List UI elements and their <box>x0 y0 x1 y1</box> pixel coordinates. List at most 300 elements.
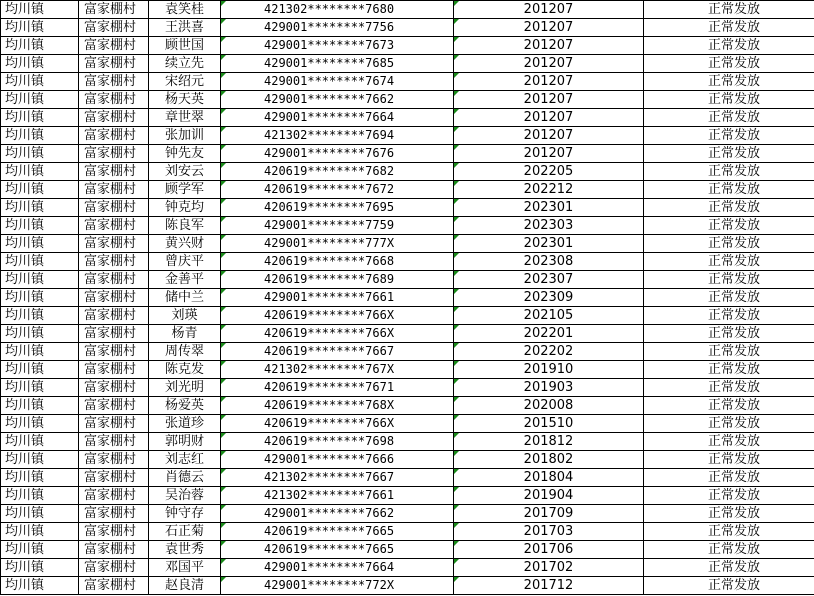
village-cell[interactable] <box>79 397 149 415</box>
town-cell[interactable] <box>1 541 79 559</box>
village-cell[interactable] <box>79 541 149 559</box>
village-value: 富家棚村 <box>84 128 137 143</box>
status-value: 正常发放 <box>707 182 760 197</box>
status-cell[interactable] <box>644 541 814 559</box>
id-number-cell[interactable] <box>221 415 454 433</box>
name-cell[interactable] <box>149 163 221 181</box>
status-cell[interactable] <box>644 379 814 397</box>
name-cell[interactable] <box>149 487 221 505</box>
id-number-cell[interactable] <box>221 343 454 361</box>
name-value: 续立先 <box>164 56 204 71</box>
village-cell[interactable] <box>79 559 149 577</box>
town-cell[interactable] <box>1 289 79 307</box>
village-value: 富家棚村 <box>84 200 137 215</box>
start-month-value: 201207 <box>523 92 574 107</box>
number-as-text-indicator-icon <box>221 37 226 42</box>
village-cell[interactable] <box>79 1 149 19</box>
number-as-text-indicator-icon <box>221 109 226 114</box>
id-number-cell[interactable] <box>221 487 454 505</box>
id-number-cell[interactable] <box>221 109 454 127</box>
village-value: 富家棚村 <box>84 74 137 89</box>
town-cell[interactable] <box>1 163 79 181</box>
id-number-cell[interactable] <box>221 361 454 379</box>
status-cell[interactable] <box>644 415 814 433</box>
name-cell[interactable] <box>149 73 221 91</box>
number-as-text-indicator-icon <box>221 559 226 564</box>
name-cell[interactable] <box>149 127 221 145</box>
table-row <box>1 181 814 199</box>
start-month-cell[interactable] <box>454 289 644 307</box>
start-month-value: 202301 <box>523 236 574 251</box>
start-month-cell[interactable] <box>454 541 644 559</box>
number-as-text-indicator-icon <box>454 235 459 240</box>
start-month-value: 202308 <box>523 254 574 269</box>
name-value: 储中兰 <box>164 290 204 305</box>
town-cell[interactable] <box>1 199 79 217</box>
number-as-text-indicator-icon <box>454 415 459 420</box>
village-cell[interactable] <box>79 91 149 109</box>
start-month-cell[interactable] <box>454 433 644 451</box>
number-as-text-indicator-icon <box>221 1 226 6</box>
village-value: 富家棚村 <box>84 380 137 395</box>
id-number-cell[interactable] <box>221 559 454 577</box>
name-value: 杨天英 <box>164 92 204 107</box>
town-cell[interactable] <box>1 127 79 145</box>
status-value: 正常发放 <box>707 218 760 233</box>
status-cell[interactable] <box>644 127 814 145</box>
number-as-text-indicator-icon <box>221 253 226 258</box>
village-cell[interactable] <box>79 325 149 343</box>
status-cell[interactable] <box>644 181 814 199</box>
name-cell[interactable] <box>149 109 221 127</box>
status-cell[interactable] <box>644 469 814 487</box>
village-cell[interactable] <box>79 415 149 433</box>
number-as-text-indicator-icon <box>221 577 226 582</box>
start-month-cell[interactable] <box>454 235 644 253</box>
village-cell[interactable] <box>79 271 149 289</box>
status-cell[interactable] <box>644 559 814 577</box>
id-number-cell[interactable] <box>221 451 454 469</box>
town-cell[interactable] <box>1 73 79 91</box>
village-cell[interactable] <box>79 127 149 145</box>
status-value: 正常发放 <box>707 38 760 53</box>
id-number-value: 429001********7756 <box>264 20 395 34</box>
start-month-value: 201910 <box>523 362 574 377</box>
start-month-cell[interactable] <box>454 127 644 145</box>
town-value: 均川镇 <box>5 56 45 71</box>
name-value: 肖德云 <box>164 470 204 485</box>
number-as-text-indicator-icon <box>221 289 226 294</box>
table-row <box>1 487 814 505</box>
id-number-cell[interactable] <box>221 469 454 487</box>
name-cell[interactable] <box>149 55 221 73</box>
status-cell[interactable] <box>644 91 814 109</box>
id-number-value: 429001********7664 <box>264 110 395 124</box>
id-number-value: 420619********766X <box>264 308 395 322</box>
table-row <box>1 19 814 37</box>
start-month-cell[interactable] <box>454 55 644 73</box>
town-cell[interactable] <box>1 361 79 379</box>
table-row <box>1 253 814 271</box>
village-cell[interactable] <box>79 163 149 181</box>
name-value: 张道珍 <box>164 416 204 431</box>
village-cell[interactable] <box>79 289 149 307</box>
name-value: 杨青 <box>171 326 198 341</box>
town-cell[interactable] <box>1 235 79 253</box>
town-cell[interactable] <box>1 505 79 523</box>
name-cell[interactable] <box>149 451 221 469</box>
name-cell[interactable] <box>149 145 221 163</box>
village-value: 富家棚村 <box>84 434 137 449</box>
status-cell[interactable] <box>644 163 814 181</box>
status-value: 正常发放 <box>707 236 760 251</box>
table-row <box>1 559 814 577</box>
town-value: 均川镇 <box>5 164 45 179</box>
start-month-cell[interactable] <box>454 325 644 343</box>
town-value: 均川镇 <box>5 146 45 161</box>
id-number-value: 429001********772X <box>264 578 395 592</box>
town-cell[interactable] <box>1 559 79 577</box>
village-value: 富家棚村 <box>84 362 137 377</box>
status-cell[interactable] <box>644 73 814 91</box>
village-cell[interactable] <box>79 523 149 541</box>
id-number-cell[interactable] <box>221 19 454 37</box>
town-cell[interactable] <box>1 1 79 19</box>
start-month-cell[interactable] <box>454 19 644 37</box>
name-cell[interactable] <box>149 433 221 451</box>
village-value: 富家棚村 <box>84 542 137 557</box>
status-value: 正常发放 <box>707 326 760 341</box>
town-value: 均川镇 <box>5 542 45 557</box>
status-cell[interactable] <box>644 19 814 37</box>
table-row <box>1 451 814 469</box>
start-month-cell[interactable] <box>454 415 644 433</box>
status-value: 正常发放 <box>707 272 760 287</box>
name-value: 刘光明 <box>164 380 204 395</box>
status-cell[interactable] <box>644 451 814 469</box>
number-as-text-indicator-icon <box>454 181 459 186</box>
name-cell[interactable] <box>149 505 221 523</box>
name-cell[interactable] <box>149 541 221 559</box>
id-number-value: 420619********7695 <box>264 200 395 214</box>
name-cell[interactable] <box>149 325 221 343</box>
id-number-value: 420619********7689 <box>264 272 395 286</box>
number-as-text-indicator-icon <box>454 451 459 456</box>
status-value: 正常发放 <box>707 128 760 143</box>
village-cell[interactable] <box>79 433 149 451</box>
village-cell[interactable] <box>79 55 149 73</box>
id-number-cell[interactable] <box>221 127 454 145</box>
name-cell[interactable] <box>149 235 221 253</box>
town-cell[interactable] <box>1 19 79 37</box>
id-number-cell[interactable] <box>221 199 454 217</box>
start-month-cell[interactable] <box>454 469 644 487</box>
town-cell[interactable] <box>1 487 79 505</box>
village-cell[interactable] <box>79 235 149 253</box>
status-cell[interactable] <box>644 505 814 523</box>
name-cell[interactable] <box>149 361 221 379</box>
start-month-cell[interactable] <box>454 181 644 199</box>
start-month-cell[interactable] <box>454 145 644 163</box>
status-cell[interactable] <box>644 1 814 19</box>
start-month-cell[interactable] <box>454 487 644 505</box>
name-cell[interactable] <box>149 397 221 415</box>
start-month-cell[interactable] <box>454 271 644 289</box>
id-number-cell[interactable] <box>221 1 454 19</box>
name-value: 杨爱英 <box>164 398 204 413</box>
number-as-text-indicator-icon <box>221 217 226 222</box>
town-cell[interactable] <box>1 217 79 235</box>
village-cell[interactable] <box>79 109 149 127</box>
town-cell[interactable] <box>1 91 79 109</box>
village-cell[interactable] <box>79 451 149 469</box>
id-number-cell[interactable] <box>221 91 454 109</box>
name-cell[interactable] <box>149 469 221 487</box>
status-cell[interactable] <box>644 37 814 55</box>
id-number-value: 420619********7665 <box>264 542 395 556</box>
status-value: 正常发放 <box>707 254 760 269</box>
start-month-cell[interactable] <box>454 163 644 181</box>
id-number-cell[interactable] <box>221 145 454 163</box>
village-cell[interactable] <box>79 73 149 91</box>
start-month-cell[interactable] <box>454 109 644 127</box>
town-value: 均川镇 <box>5 272 45 287</box>
status-cell[interactable] <box>644 109 814 127</box>
start-month-value: 201207 <box>523 56 574 71</box>
village-cell[interactable] <box>79 307 149 325</box>
number-as-text-indicator-icon <box>221 181 226 186</box>
town-cell[interactable] <box>1 145 79 163</box>
name-cell[interactable] <box>149 559 221 577</box>
status-cell[interactable] <box>644 433 814 451</box>
status-cell[interactable] <box>644 397 814 415</box>
status-cell[interactable] <box>644 217 814 235</box>
id-number-cell[interactable] <box>221 271 454 289</box>
id-number-cell[interactable] <box>221 163 454 181</box>
town-cell[interactable] <box>1 523 79 541</box>
start-month-cell[interactable] <box>454 1 644 19</box>
status-cell[interactable] <box>644 55 814 73</box>
village-cell[interactable] <box>79 577 149 595</box>
town-value: 均川镇 <box>5 398 45 413</box>
name-cell[interactable] <box>149 1 221 19</box>
id-number-value: 429001********777X <box>264 236 395 250</box>
name-value: 刘安云 <box>164 164 204 179</box>
number-as-text-indicator-icon <box>454 145 459 150</box>
id-number-cell[interactable] <box>221 433 454 451</box>
status-cell[interactable] <box>644 289 814 307</box>
village-value: 富家棚村 <box>84 578 137 593</box>
name-cell[interactable] <box>149 199 221 217</box>
id-number-value: 420619********7667 <box>264 344 395 358</box>
status-cell[interactable] <box>644 307 814 325</box>
name-cell[interactable] <box>149 289 221 307</box>
table-row <box>1 307 814 325</box>
start-month-cell[interactable] <box>454 361 644 379</box>
id-number-cell[interactable] <box>221 55 454 73</box>
name-cell[interactable] <box>149 307 221 325</box>
status-cell[interactable] <box>644 325 814 343</box>
number-as-text-indicator-icon <box>454 577 459 582</box>
id-number-cell[interactable] <box>221 577 454 595</box>
name-cell[interactable] <box>149 523 221 541</box>
village-cell[interactable] <box>79 469 149 487</box>
start-month-cell[interactable] <box>454 73 644 91</box>
id-number-cell[interactable] <box>221 505 454 523</box>
id-number-value: 429001********7676 <box>264 146 395 160</box>
sheet-body <box>1 1 814 595</box>
village-cell[interactable] <box>79 181 149 199</box>
start-month-cell[interactable] <box>454 451 644 469</box>
town-cell[interactable] <box>1 325 79 343</box>
start-month-cell[interactable] <box>454 217 644 235</box>
id-number-value: 420619********768X <box>264 398 395 412</box>
village-value: 富家棚村 <box>84 56 137 71</box>
name-value: 顾世国 <box>164 38 204 53</box>
id-number-cell[interactable] <box>221 379 454 397</box>
start-month-cell[interactable] <box>454 199 644 217</box>
status-cell[interactable] <box>644 145 814 163</box>
start-month-cell[interactable] <box>454 37 644 55</box>
village-cell[interactable] <box>79 487 149 505</box>
town-cell[interactable] <box>1 307 79 325</box>
status-cell[interactable] <box>644 487 814 505</box>
town-cell[interactable] <box>1 37 79 55</box>
town-cell[interactable] <box>1 451 79 469</box>
start-month-cell[interactable] <box>454 343 644 361</box>
number-as-text-indicator-icon <box>454 289 459 294</box>
start-month-cell[interactable] <box>454 91 644 109</box>
village-cell[interactable] <box>79 505 149 523</box>
start-month-value: 202303 <box>523 218 574 233</box>
number-as-text-indicator-icon <box>221 343 226 348</box>
town-value: 均川镇 <box>5 254 45 269</box>
status-cell[interactable] <box>644 235 814 253</box>
id-number-cell[interactable] <box>221 289 454 307</box>
town-cell[interactable] <box>1 433 79 451</box>
village-cell[interactable] <box>79 37 149 55</box>
name-value: 钟克均 <box>164 200 204 215</box>
name-value: 邓国平 <box>164 560 204 575</box>
status-cell[interactable] <box>644 361 814 379</box>
village-cell[interactable] <box>79 379 149 397</box>
town-value: 均川镇 <box>5 128 45 143</box>
town-cell[interactable] <box>1 343 79 361</box>
village-cell[interactable] <box>79 217 149 235</box>
name-cell[interactable] <box>149 37 221 55</box>
town-cell[interactable] <box>1 181 79 199</box>
town-cell[interactable] <box>1 271 79 289</box>
town-cell[interactable] <box>1 55 79 73</box>
status-cell[interactable] <box>644 523 814 541</box>
id-number-cell[interactable] <box>221 325 454 343</box>
village-cell[interactable] <box>79 145 149 163</box>
town-cell[interactable] <box>1 397 79 415</box>
town-cell[interactable] <box>1 109 79 127</box>
id-number-cell[interactable] <box>221 181 454 199</box>
id-number-cell[interactable] <box>221 523 454 541</box>
id-number-value: 429001********7685 <box>264 56 395 70</box>
village-cell[interactable] <box>79 19 149 37</box>
name-value: 吴治蓉 <box>164 488 204 503</box>
number-as-text-indicator-icon <box>454 91 459 96</box>
village-cell[interactable] <box>79 343 149 361</box>
status-cell[interactable] <box>644 199 814 217</box>
town-cell[interactable] <box>1 379 79 397</box>
status-cell[interactable] <box>644 343 814 361</box>
name-cell[interactable] <box>149 91 221 109</box>
name-value: 曾庆平 <box>164 254 204 269</box>
start-month-cell[interactable] <box>454 505 644 523</box>
start-month-value: 201802 <box>523 452 574 467</box>
id-number-cell[interactable] <box>221 397 454 415</box>
town-cell[interactable] <box>1 253 79 271</box>
table-row <box>1 217 814 235</box>
table-row <box>1 37 814 55</box>
start-month-cell[interactable] <box>454 253 644 271</box>
status-cell[interactable] <box>644 271 814 289</box>
name-cell[interactable] <box>149 217 221 235</box>
name-cell[interactable] <box>149 577 221 595</box>
start-month-value: 202301 <box>523 200 574 215</box>
town-cell[interactable] <box>1 415 79 433</box>
start-month-cell[interactable] <box>454 577 644 595</box>
name-cell[interactable] <box>149 271 221 289</box>
id-number-cell[interactable] <box>221 37 454 55</box>
id-number-cell[interactable] <box>221 217 454 235</box>
start-month-value: 201207 <box>523 38 574 53</box>
name-value: 宋绍元 <box>164 74 204 89</box>
id-number-cell[interactable] <box>221 73 454 91</box>
status-cell[interactable] <box>644 253 814 271</box>
name-cell[interactable] <box>149 19 221 37</box>
status-value: 正常发放 <box>707 146 760 161</box>
start-month-cell[interactable] <box>454 559 644 577</box>
town-cell[interactable] <box>1 469 79 487</box>
village-cell[interactable] <box>79 361 149 379</box>
id-number-value: 420619********7668 <box>264 254 395 268</box>
id-number-cell[interactable] <box>221 253 454 271</box>
table-row <box>1 271 814 289</box>
status-cell[interactable] <box>644 577 814 595</box>
status-value: 正常发放 <box>707 416 760 431</box>
status-value: 正常发放 <box>707 110 760 125</box>
id-number-cell[interactable] <box>221 307 454 325</box>
name-value: 袁笑桂 <box>164 2 204 17</box>
start-month-cell[interactable] <box>454 523 644 541</box>
start-month-cell[interactable] <box>454 379 644 397</box>
start-month-cell[interactable] <box>454 307 644 325</box>
number-as-text-indicator-icon <box>454 163 459 168</box>
town-cell[interactable] <box>1 577 79 595</box>
village-cell[interactable] <box>79 199 149 217</box>
name-value: 王洪喜 <box>164 20 204 35</box>
name-cell[interactable] <box>149 253 221 271</box>
id-number-value: 420619********766X <box>264 326 395 340</box>
id-number-cell[interactable] <box>221 541 454 559</box>
status-value: 正常发放 <box>707 92 760 107</box>
village-value: 富家棚村 <box>84 524 137 539</box>
start-month-value: 201207 <box>523 74 574 89</box>
name-cell[interactable] <box>149 379 221 397</box>
id-number-cell[interactable] <box>221 235 454 253</box>
name-cell[interactable] <box>149 343 221 361</box>
village-cell[interactable] <box>79 253 149 271</box>
name-cell[interactable] <box>149 415 221 433</box>
id-number-value: 420619********7672 <box>264 182 395 196</box>
name-cell[interactable] <box>149 181 221 199</box>
start-month-cell[interactable] <box>454 397 644 415</box>
